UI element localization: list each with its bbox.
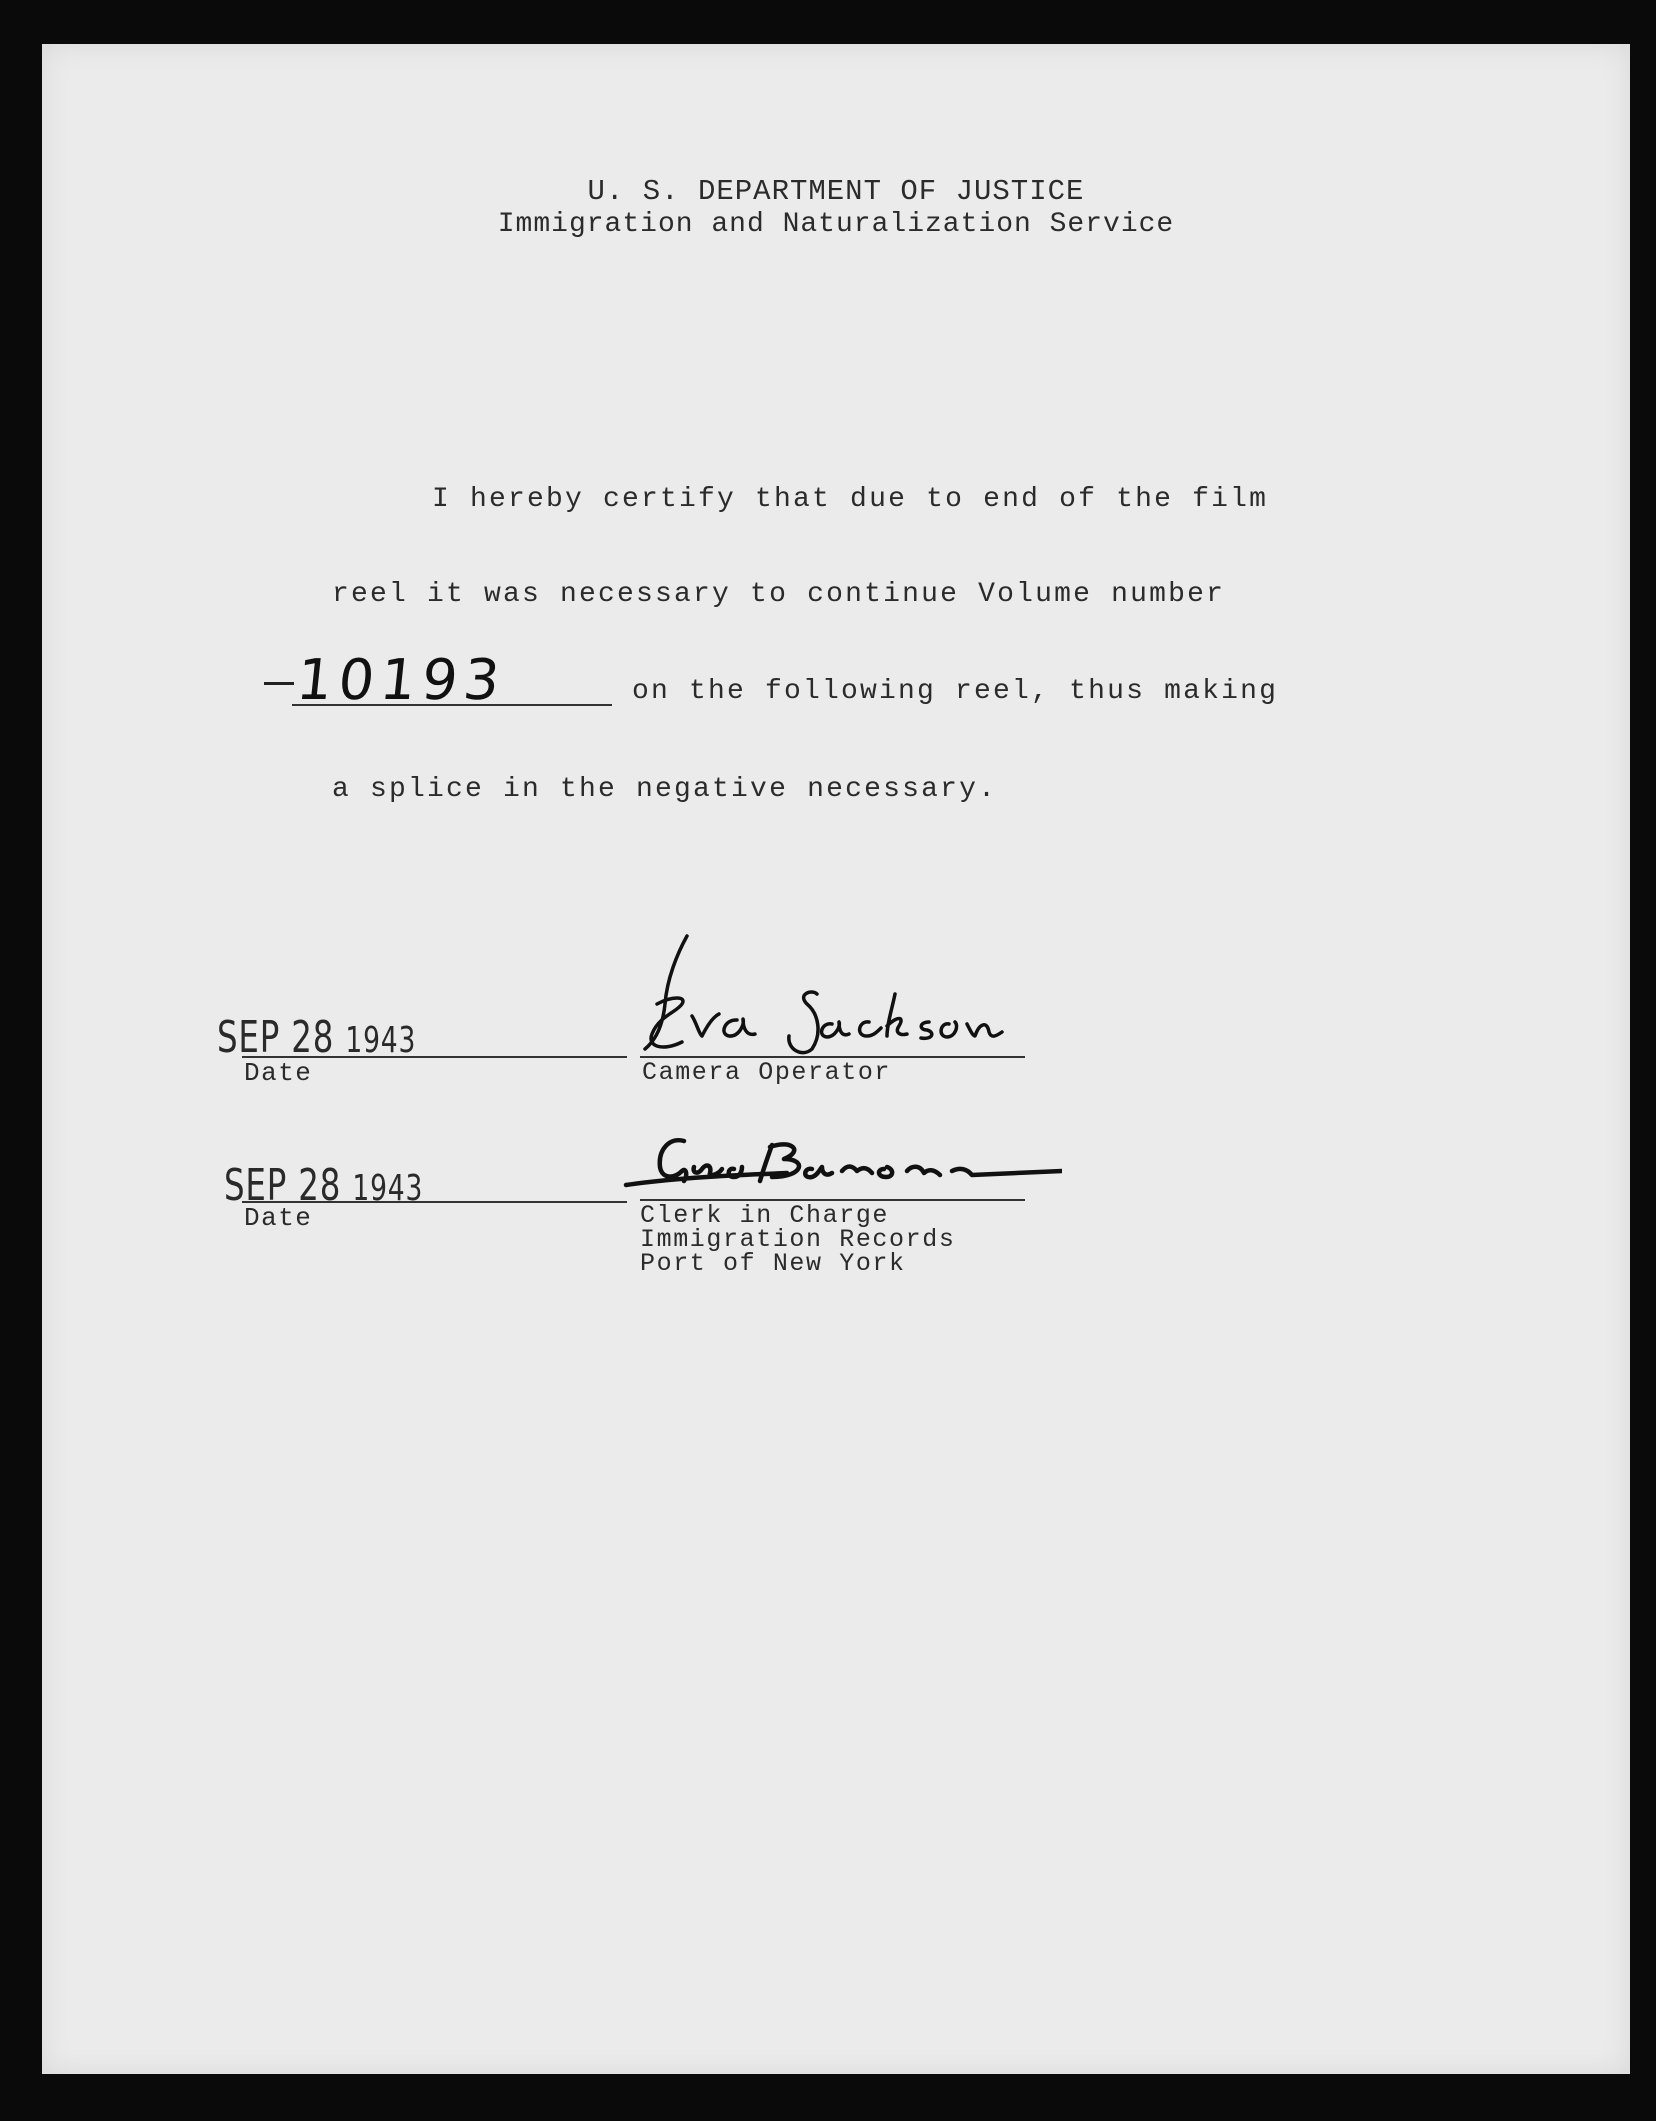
volume-number-line — [292, 704, 612, 706]
service-heading: Immigration and Naturalization Service — [497, 209, 1175, 240]
volume-dash — [264, 682, 294, 685]
date-stamp-1-year: 1943 — [345, 1020, 417, 1061]
date-label-2: Date — [244, 1203, 313, 1233]
camera-operator-label: Camera Operator — [642, 1058, 892, 1087]
camera-operator-signature — [637, 924, 1037, 1059]
document-page — [42, 44, 1630, 2074]
date-stamp-2-year: 1943 — [352, 1168, 424, 1209]
clerk-title-label: Clerk in Charge — [640, 1201, 890, 1230]
clerk-signature — [622, 1129, 1062, 1209]
volume-number-handwritten: 10193 — [293, 648, 509, 713]
agency-heading: U. S. DEPARTMENT OF JUSTICE — [587, 175, 1085, 208]
certification-line-2: reel it was necessary to continue Volume number — [332, 579, 1226, 610]
records-label: Immigration Records — [640, 1225, 956, 1254]
port-label: Port of New York — [640, 1249, 906, 1278]
certification-line-1: I hereby certify that due to end of the film — [432, 484, 1269, 515]
date-label-1: Date — [244, 1058, 313, 1088]
date-stamp-2-day: SEP 28 — [224, 1160, 342, 1211]
date-stamp-1-day: SEP 28 — [217, 1012, 335, 1063]
certification-line-3: on the following reel, thus making — [632, 676, 1279, 707]
certification-line-4: a splice in the negative necessary. — [332, 774, 998, 805]
